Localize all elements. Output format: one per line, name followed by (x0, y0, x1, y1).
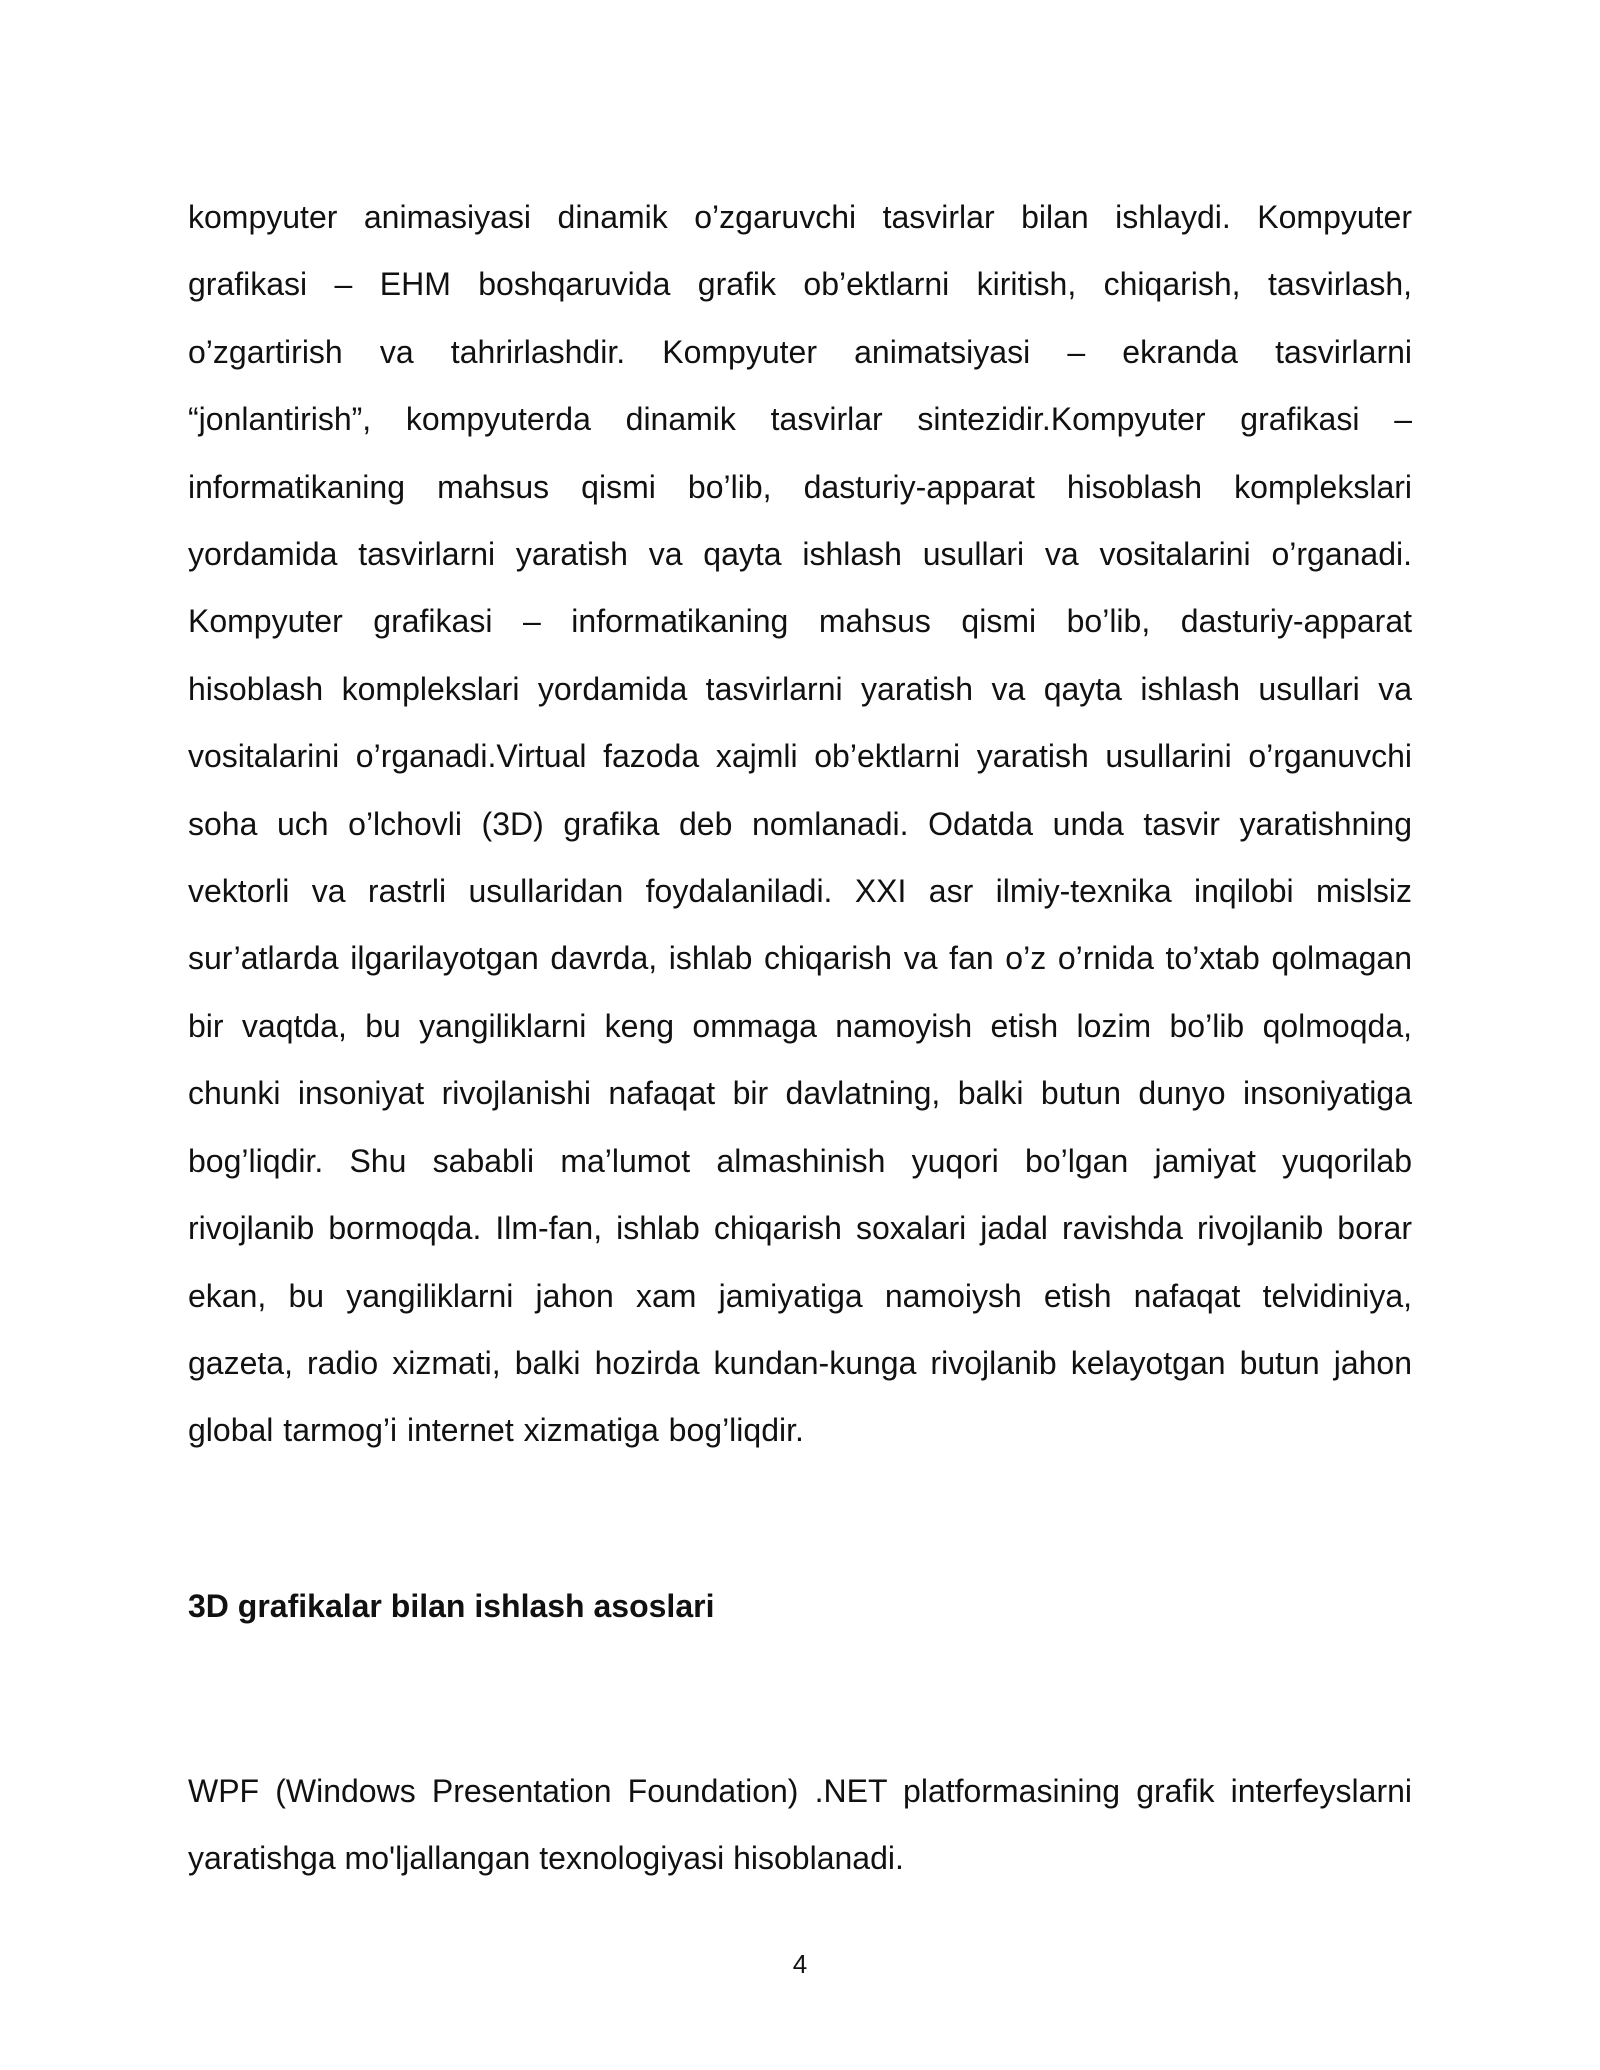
wpf-paragraph: WPF (Windows Presentation Foundation) .NET platformasining grafik interfeyslarni yaratishga mo'ljallangan texnologiyasi hisoblanadi. (188, 1773, 1412, 1876)
section-heading: 3D grafikalar bilan ishlash asoslari (188, 1588, 715, 1624)
page-number: 4 (792, 1949, 808, 1979)
body-text-block (188, 184, 1412, 1465)
body-paragraph: kompyuter animasiyasi dinamik o’zgaruvchi tasvirlar bilan ishlaydi. Kompyuter grafikasi – EHM boshqaruvida grafik ob’ektlarni kiritish, chiqarish, tasvirlash, o’zgartirish va tahrirlashdir. Kompyuter animatsiyasi – ekranda tasvirlarni “jonlantirish”, kompyuterda dinamik tasvirlar sintezidir.Kompyuter grafikasi – informatikaning mahsus qismi bo’lib, dasturiy-apparat hisoblash komplekslari yordamida tasvirlarni yaratish va qayta ishlash usullari va vositalarini o’rganadi. Kompyuter grafikasi – informatikaning mahsus qismi bo’lib, dasturiy-apparat hisoblash komplekslari yordamida tasvirlarni yaratish va qayta ishlash usullari va vositalarini o’rganadi.Virtual fazoda xajmli ob’ektlarni yaratish usullarini o’rganuvchi soha uch o’lchovli (3D) grafika deb nomlanadi. Odatda unda tasvir yaratishning vektorli va rastrli usullaridan foydalaniladi. XXI asr ilmiy-texnika inqilobi mislsiz sur’atlarda ilgarilayotgan davrda, ishlab chiqarish va fan o’z o’rnida to’xtab qolmagan bir vaqtda, bu yangiliklarni keng ommaga namoyish etish lozim bo’lib qolmoqda, chunki insoniyat rivojlanishi nafaqat bir davlatning, balki butun dunyo insoniyatiga bog’liqdir. Shu sababli ma’lumot almashinish yuqori bo’lgan jamiyat yuqorilab rivojlanib bormoqda. Ilm-fan, ishlab chiqarish soxalari jadal ravishda rivojlanib borar ekan, bu yangiliklarni jahon xam jamiyatiga namoiysh etish nafaqat telvidiniya, gazeta, radio xizmati, balki hozirda kundan-kunga rivojlanib kelayotgan butun jahon global tarmog’i internet xizmatiga bog’liqdir. (188, 199, 1412, 1449)
